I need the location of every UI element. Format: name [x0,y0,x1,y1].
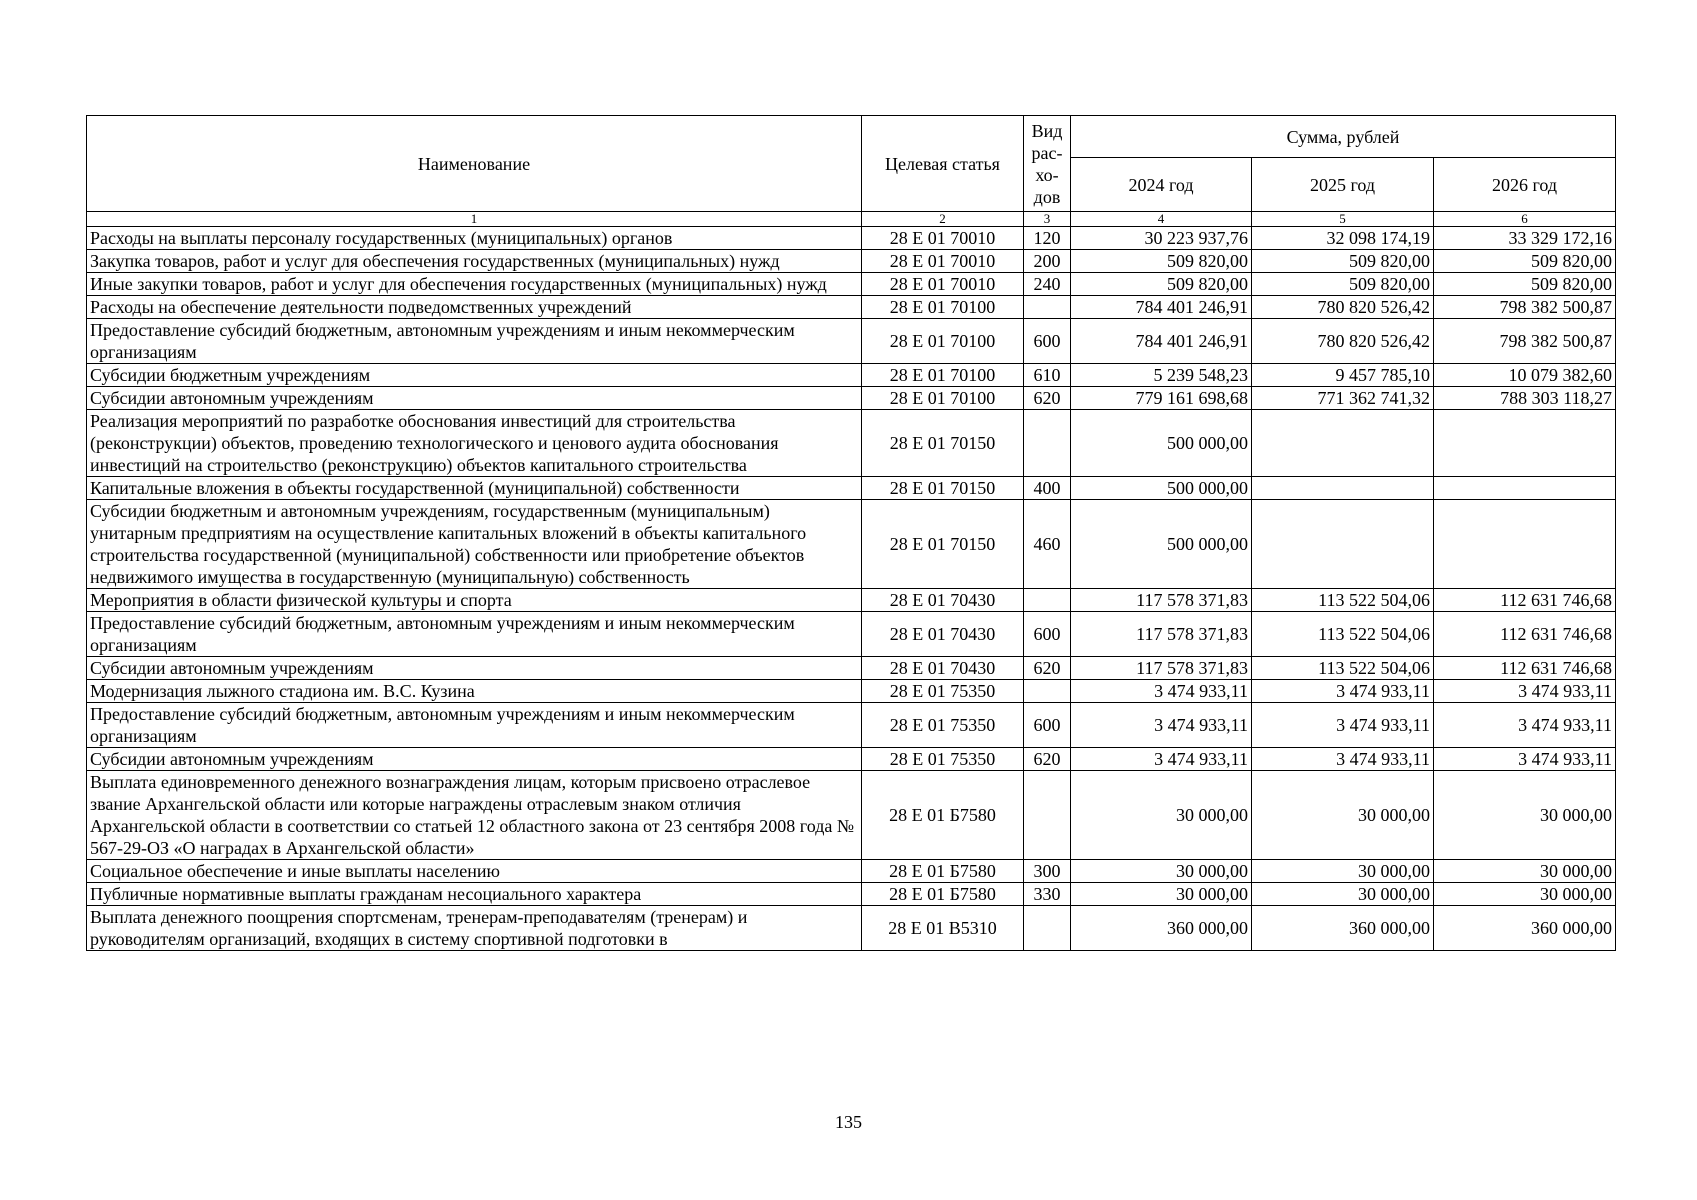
row-amount-2025: 780 820 526,42 [1252,296,1434,319]
row-name: Закупка товаров, работ и услуг для обеспечения государственных (муниципальных) нужд [87,250,862,273]
table-row [87,250,1616,273]
table-row [87,319,1616,364]
row-amount-2026 [1434,410,1616,477]
row-target-code: 28 Е 01 Б7580 [862,883,1024,906]
header-kind-line: дов [1033,186,1061,207]
row-expense-kind [1024,680,1071,703]
row-amount-2025: 780 820 526,42 [1252,319,1434,364]
header-year-2026: 2026 год [1434,158,1616,212]
row-target-code: 28 Е 01 70010 [862,273,1024,296]
table-row [87,477,1616,500]
row-name: Выплата денежного поощрения спортсменам, тренерам-преподавателям (тренерам) и руководителям организаций, входящих в систему спортивной подготовки в [87,906,862,951]
row-target-code: 28 Е 01 70430 [862,657,1024,680]
column-number: 3 [1024,212,1071,227]
row-amount-2024: 360 000,00 [1071,906,1252,951]
row-amount-2025: 30 000,00 [1252,771,1434,860]
row-amount-2024: 3 474 933,11 [1071,703,1252,748]
header-year-2025: 2025 год [1252,158,1434,212]
row-amount-2026: 10 079 382,60 [1434,364,1616,387]
row-target-code: 28 Е 01 70430 [862,589,1024,612]
row-target-code: 28 Е 01 В5310 [862,906,1024,951]
row-amount-2024: 784 401 246,91 [1071,296,1252,319]
row-target-code: 28 Е 01 70430 [862,612,1024,657]
row-amount-2024: 509 820,00 [1071,273,1252,296]
row-target-code: 28 Е 01 70150 [862,410,1024,477]
row-amount-2026: 33 329 172,16 [1434,227,1616,250]
row-target-code: 28 Е 01 70100 [862,296,1024,319]
row-name: Субсидии автономным учреждениям [87,387,862,410]
row-amount-2026: 3 474 933,11 [1434,748,1616,771]
row-expense-kind [1024,906,1071,951]
row-name: Социальное обеспечение и иные выплаты населению [87,860,862,883]
row-amount-2026: 112 631 746,68 [1434,657,1616,680]
row-amount-2025 [1252,477,1434,500]
column-number: 2 [862,212,1024,227]
row-amount-2026 [1434,477,1616,500]
row-amount-2026: 3 474 933,11 [1434,680,1616,703]
row-expense-kind: 620 [1024,748,1071,771]
column-number-row [87,212,1616,227]
header-year-2024: 2024 год [1071,158,1252,212]
row-amount-2024: 30 000,00 [1071,771,1252,860]
table-row [87,883,1616,906]
row-expense-kind [1024,296,1071,319]
row-name: Предоставление субсидий бюджетным, автономным учреждениям и иным некоммерческим организациям [87,612,862,657]
row-amount-2025: 30 000,00 [1252,860,1434,883]
row-amount-2024: 500 000,00 [1071,500,1252,589]
column-number: 1 [87,212,862,227]
row-amount-2025: 9 457 785,10 [1252,364,1434,387]
row-amount-2024: 3 474 933,11 [1071,748,1252,771]
table-row [87,771,1616,860]
header-kind-line: рас- [1031,142,1063,163]
row-expense-kind: 610 [1024,364,1071,387]
row-target-code: 28 Е 01 75350 [862,680,1024,703]
row-expense-kind: 300 [1024,860,1071,883]
row-target-code: 28 Е 01 75350 [862,748,1024,771]
row-name: Реализация мероприятий по разработке обоснования инвестиций для строительства (реконструкции) объектов, проведению технологического и ценового аудита обоснования инвестиций на строительство (реконструкцию) объектов капитального строительства [87,410,862,477]
row-name: Предоставление субсидий бюджетным, автономным учреждениям и иным некоммерческим организациям [87,319,862,364]
row-amount-2025: 3 474 933,11 [1252,703,1434,748]
table-row [87,612,1616,657]
row-amount-2026: 112 631 746,68 [1434,612,1616,657]
row-amount-2025: 360 000,00 [1252,906,1434,951]
row-expense-kind: 120 [1024,227,1071,250]
row-name: Субсидии автономным учреждениям [87,748,862,771]
table-row [87,387,1616,410]
row-name: Иные закупки товаров, работ и услуг для обеспечения государственных (муниципальных) нужд [87,273,862,296]
row-amount-2025: 3 474 933,11 [1252,680,1434,703]
table-header [87,116,1616,227]
row-name: Субсидии бюджетным учреждениям [87,364,862,387]
row-amount-2025: 3 474 933,11 [1252,748,1434,771]
row-expense-kind [1024,589,1071,612]
row-amount-2026: 112 631 746,68 [1434,589,1616,612]
row-amount-2025: 113 522 504,06 [1252,612,1434,657]
table-row [87,748,1616,771]
row-target-code: 28 Е 01 75350 [862,703,1024,748]
row-expense-kind: 620 [1024,657,1071,680]
row-name: Мероприятия в области физической культуры и спорта [87,589,862,612]
row-expense-kind: 460 [1024,500,1071,589]
row-expense-kind: 330 [1024,883,1071,906]
table-row [87,273,1616,296]
row-name: Выплата единовременного денежного вознаграждения лицам, которым присвоено отраслевое звание Архангельской области или которые награждены отраслевым знаком отличия Архангельской области в соответствии со статьей 12 областного закона от 23 сентября 2008 года № 567-29-ОЗ «О наградах в Архангельской области» [87,771,862,860]
row-target-code: 28 Е 01 70100 [862,387,1024,410]
table-row [87,227,1616,250]
table-row [87,410,1616,477]
row-amount-2024: 30 223 937,76 [1071,227,1252,250]
table-row [87,500,1616,589]
header-code: Целевая статья [862,116,1024,212]
row-amount-2024: 779 161 698,68 [1071,387,1252,410]
row-amount-2024: 117 578 371,83 [1071,657,1252,680]
row-expense-kind: 600 [1024,612,1071,657]
row-amount-2025: 30 000,00 [1252,883,1434,906]
row-amount-2025: 32 098 174,19 [1252,227,1434,250]
row-amount-2026: 798 382 500,87 [1434,296,1616,319]
row-name: Субсидии бюджетным и автономным учреждениям, государственным (муниципальным) унитарным предприятиям на осуществление капитальных вложений в объекты капитального строительства государственной (муниципальной) собственности или приобретение объектов недвижимого имущества в государственную (муниципальную) собственность [87,500,862,589]
row-amount-2025: 113 522 504,06 [1252,589,1434,612]
budget-table [86,115,1616,951]
header-kind [1024,116,1071,212]
row-amount-2024: 784 401 246,91 [1071,319,1252,364]
row-target-code: 28 Е 01 70100 [862,364,1024,387]
row-amount-2025 [1252,410,1434,477]
row-target-code: 28 Е 01 70150 [862,500,1024,589]
row-name: Расходы на обеспечение деятельности подведомственных учреждений [87,296,862,319]
table-body [87,227,1616,951]
row-name: Предоставление субсидий бюджетным, автономным учреждениям и иным некоммерческим организациям [87,703,862,748]
row-name: Расходы на выплаты персоналу государственных (муниципальных) органов [87,227,862,250]
row-amount-2024: 3 474 933,11 [1071,680,1252,703]
row-amount-2024: 500 000,00 [1071,477,1252,500]
row-expense-kind: 620 [1024,387,1071,410]
row-target-code: 28 Е 01 70010 [862,250,1024,273]
table-row [87,860,1616,883]
row-target-code: 28 Е 01 Б7580 [862,771,1024,860]
column-number: 6 [1434,212,1616,227]
row-expense-kind [1024,410,1071,477]
column-number: 5 [1252,212,1434,227]
table-row [87,906,1616,951]
row-name: Субсидии автономным учреждениям [87,657,862,680]
row-amount-2026: 509 820,00 [1434,273,1616,296]
row-amount-2024: 30 000,00 [1071,860,1252,883]
row-amount-2026: 30 000,00 [1434,860,1616,883]
row-amount-2026: 788 303 118,27 [1434,387,1616,410]
page-number: 135 [835,1112,862,1132]
header-sum: Сумма, рублей [1071,116,1616,158]
row-amount-2026: 30 000,00 [1434,771,1616,860]
row-amount-2024: 500 000,00 [1071,410,1252,477]
row-amount-2025 [1252,500,1434,589]
row-amount-2025: 509 820,00 [1252,273,1434,296]
table-row [87,680,1616,703]
row-expense-kind: 400 [1024,477,1071,500]
row-target-code: 28 Е 01 Б7580 [862,860,1024,883]
table-row [87,296,1616,319]
row-amount-2025: 509 820,00 [1252,250,1434,273]
header-name: Наименование [87,116,862,212]
row-target-code: 28 Е 01 70100 [862,319,1024,364]
row-name: Публичные нормативные выплаты гражданам несоциального характера [87,883,862,906]
row-amount-2024: 30 000,00 [1071,883,1252,906]
row-expense-kind: 240 [1024,273,1071,296]
row-expense-kind: 600 [1024,319,1071,364]
row-amount-2026: 798 382 500,87 [1434,319,1616,364]
row-target-code: 28 Е 01 70150 [862,477,1024,500]
table-row [87,364,1616,387]
row-amount-2026: 30 000,00 [1434,883,1616,906]
row-expense-kind: 600 [1024,703,1071,748]
row-amount-2024: 5 239 548,23 [1071,364,1252,387]
table-row [87,703,1616,748]
row-amount-2026: 3 474 933,11 [1434,703,1616,748]
row-name: Капитальные вложения в объекты государственной (муниципальной) собственности [87,477,862,500]
row-amount-2026: 360 000,00 [1434,906,1616,951]
table-row [87,589,1616,612]
row-name: Модернизация лыжного стадиона им. В.С. Кузина [87,680,862,703]
column-number: 4 [1071,212,1252,227]
row-expense-kind: 200 [1024,250,1071,273]
row-amount-2025: 771 362 741,32 [1252,387,1434,410]
row-amount-2024: 117 578 371,83 [1071,612,1252,657]
table-row [87,657,1616,680]
row-amount-2024: 509 820,00 [1071,250,1252,273]
header-kind-line: Вид [1031,120,1063,141]
row-amount-2026 [1434,500,1616,589]
row-amount-2026: 509 820,00 [1434,250,1616,273]
row-amount-2025: 113 522 504,06 [1252,657,1434,680]
row-target-code: 28 Е 01 70010 [862,227,1024,250]
header-kind-line: хо- [1035,164,1059,185]
row-expense-kind [1024,771,1071,860]
row-amount-2024: 117 578 371,83 [1071,589,1252,612]
